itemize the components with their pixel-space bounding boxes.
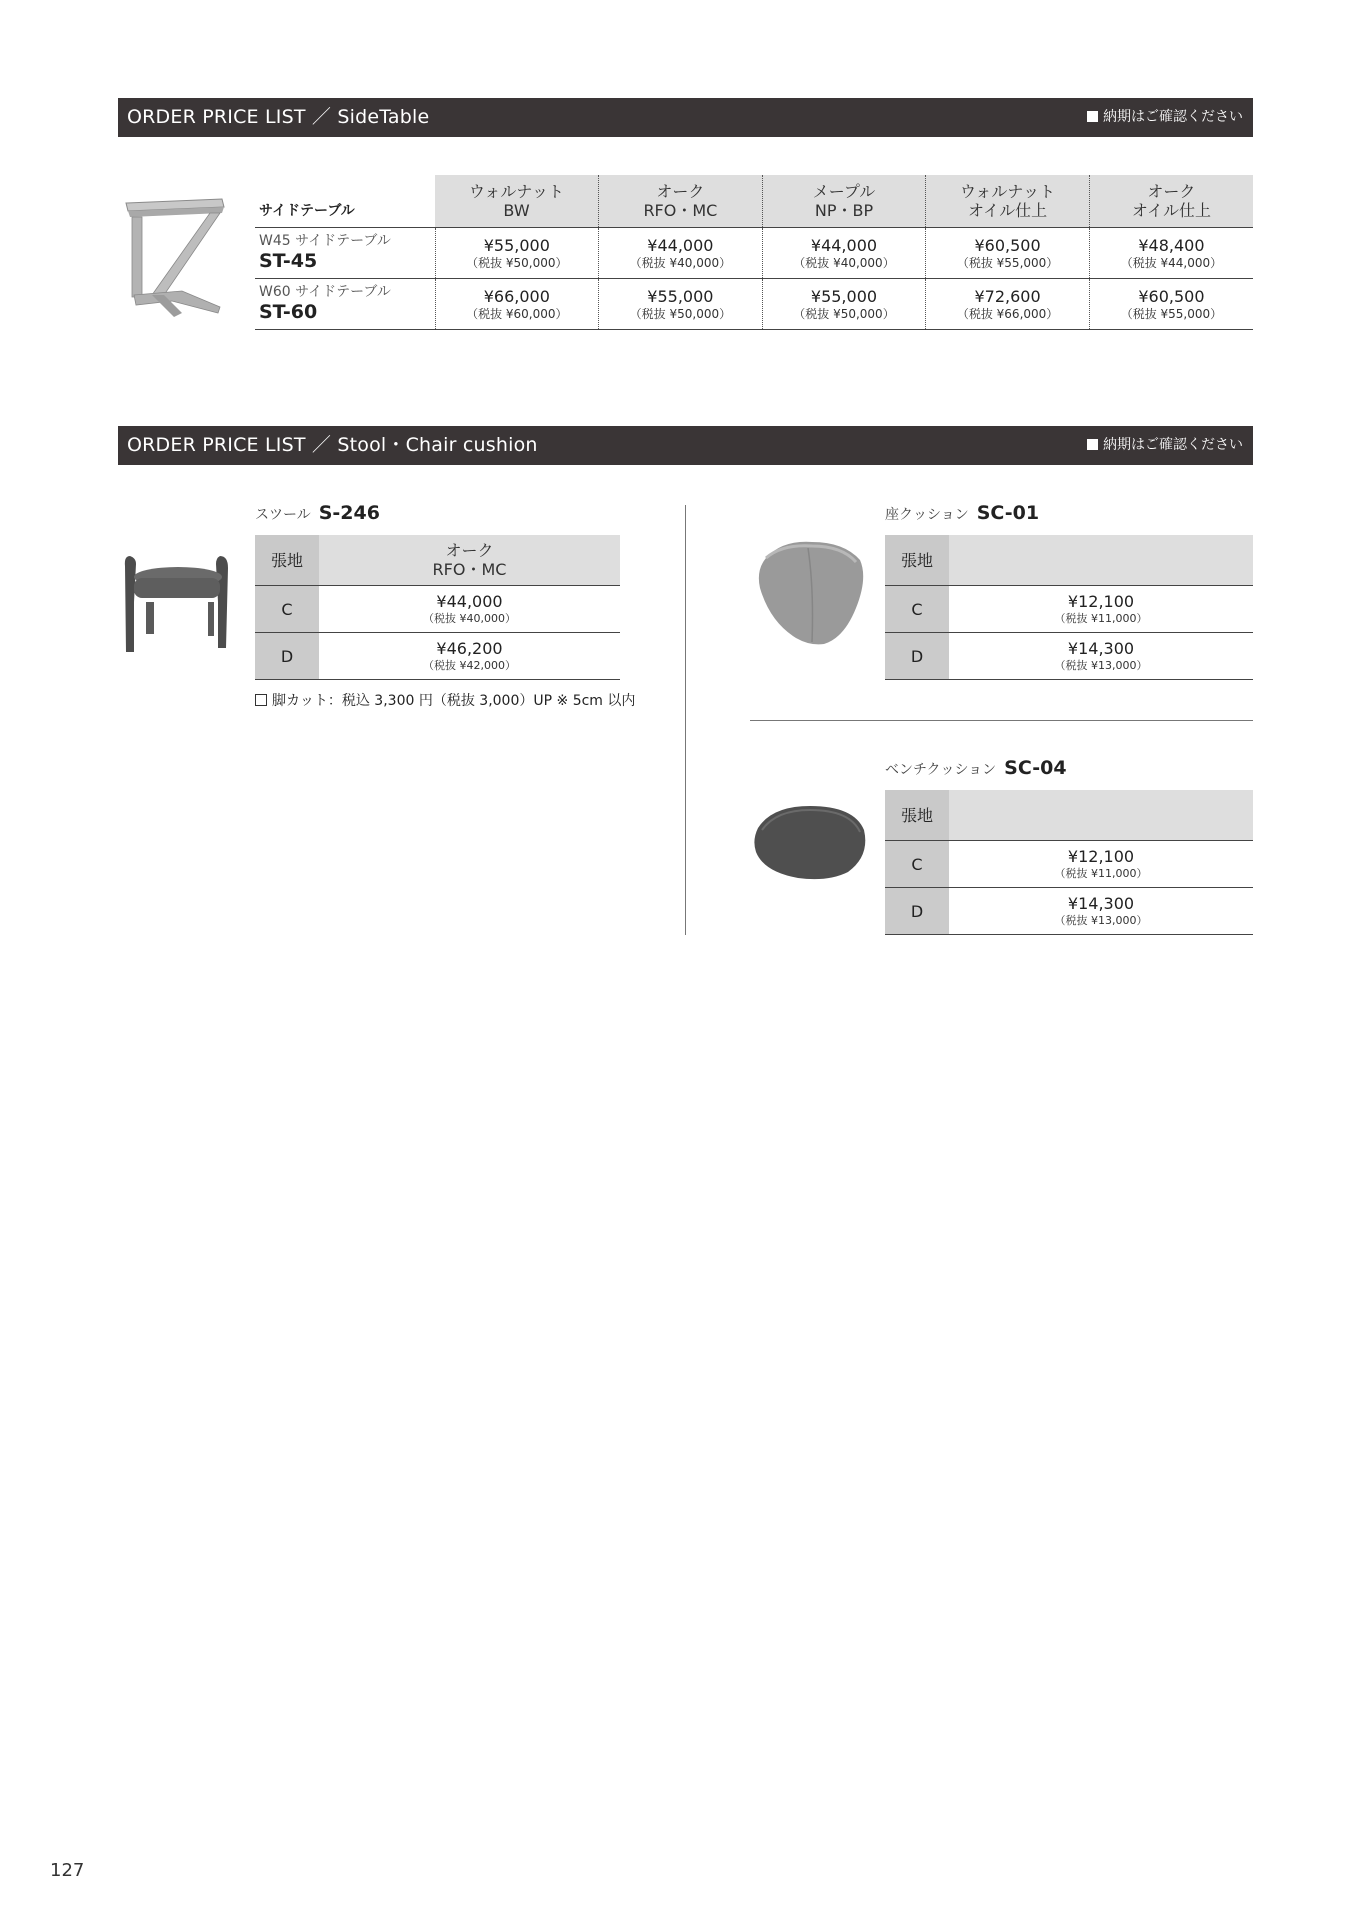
price-cell: ¥46,200 （税抜 ¥42,000） bbox=[423, 638, 516, 672]
price-cell: ¥44,000 （税抜 ¥40,000） bbox=[762, 228, 926, 279]
price-cell: ¥44,000 （税抜 ¥40,000） bbox=[423, 591, 516, 625]
checkbox-square-icon bbox=[255, 694, 267, 706]
price-cell: ¥60,500 （税抜 ¥55,000） bbox=[1089, 279, 1253, 330]
footnote-text: 脚カット：税込 3,300 円（税抜 3,000）UP ※ 5cm 以内 bbox=[272, 693, 636, 709]
sidetable-price-table bbox=[255, 175, 1253, 330]
table-row bbox=[885, 633, 1253, 680]
table-row bbox=[255, 228, 1253, 279]
table-row bbox=[255, 279, 1253, 330]
empty-header bbox=[949, 535, 1253, 586]
price-cell: ¥72,600 （税抜 ¥66,000） bbox=[926, 279, 1090, 330]
stool-section-header bbox=[118, 426, 1253, 465]
column-header: オーク RFO・MC bbox=[319, 535, 620, 586]
fabric-label: 張地 bbox=[885, 535, 949, 586]
price-cell: ¥55,000 （税抜 ¥50,000） bbox=[762, 279, 926, 330]
product-name-cell bbox=[255, 228, 435, 279]
grade-cell: D bbox=[885, 888, 949, 935]
section-divider bbox=[750, 720, 1253, 721]
grade-cell: D bbox=[885, 633, 949, 680]
stool-price-table bbox=[255, 535, 620, 680]
side-table-image bbox=[122, 195, 226, 321]
product-model: ST-60 bbox=[259, 301, 318, 323]
price-cell: ¥12,100 （税抜 ¥11,000） bbox=[1054, 846, 1148, 880]
product-model: ST-45 bbox=[259, 250, 318, 272]
bench-cushion-price-table bbox=[885, 790, 1253, 935]
table-header-row bbox=[885, 790, 1253, 841]
column-header: オーク オイル仕上 bbox=[1089, 175, 1253, 228]
product-category: 座クッション bbox=[885, 507, 969, 523]
product-subtitle: W60 サイドテーブル bbox=[259, 284, 391, 300]
section-title: ORDER PRICE LIST ／ Stool・Chair cushion bbox=[127, 434, 538, 456]
table-header-row bbox=[255, 175, 1253, 228]
table-row bbox=[885, 841, 1253, 888]
seat-cushion-image bbox=[752, 538, 870, 648]
product-model: SC-01 bbox=[976, 502, 1040, 524]
column-divider bbox=[685, 505, 686, 935]
table-row bbox=[885, 888, 1253, 935]
column-header: ウォルナット オイル仕上 bbox=[926, 175, 1090, 228]
price-cell: ¥66,000 （税抜 ¥60,000） bbox=[435, 279, 599, 330]
table-header-row bbox=[885, 535, 1253, 586]
sidetable-section-header bbox=[118, 98, 1253, 137]
delivery-note-text: 納期はご確認ください bbox=[1103, 437, 1243, 453]
seat-cushion-label bbox=[885, 502, 1039, 524]
price-cell: ¥44,000 （税抜 ¥40,000） bbox=[599, 228, 763, 279]
fabric-label: 張地 bbox=[255, 535, 319, 586]
seat-cushion-price-table bbox=[885, 535, 1253, 680]
table-row bbox=[885, 586, 1253, 633]
table-row bbox=[255, 633, 620, 680]
price-cell: ¥48,400 （税抜 ¥44,000） bbox=[1089, 228, 1253, 279]
price-cell: ¥55,000 （税抜 ¥50,000） bbox=[599, 279, 763, 330]
delivery-note bbox=[1087, 426, 1243, 465]
delivery-note-text: 納期はご確認ください bbox=[1103, 109, 1243, 125]
column-header: ウォルナット BW bbox=[435, 175, 599, 228]
product-category: ベンチクッション bbox=[885, 762, 997, 778]
price-cell: ¥14,300 （税抜 ¥13,000） bbox=[1054, 893, 1148, 927]
price-cell: ¥55,000 （税抜 ¥50,000） bbox=[435, 228, 599, 279]
product-name-cell bbox=[255, 279, 435, 330]
empty-header bbox=[949, 790, 1253, 841]
leg-cut-footnote bbox=[255, 690, 635, 710]
product-subtitle: W45 サイドテーブル bbox=[259, 233, 391, 249]
grade-cell: C bbox=[885, 586, 949, 633]
grade-cell: D bbox=[255, 633, 319, 680]
stool-image bbox=[122, 552, 232, 656]
corner-label: サイドテーブル bbox=[259, 203, 355, 219]
stool-label bbox=[255, 502, 380, 524]
delivery-note bbox=[1087, 98, 1243, 137]
page-number: 127 bbox=[50, 1860, 85, 1881]
bench-cushion-image bbox=[750, 800, 870, 884]
price-cell: ¥14,300 （税抜 ¥13,000） bbox=[1054, 638, 1148, 672]
product-category: スツール bbox=[255, 507, 311, 523]
square-bullet-icon bbox=[1087, 111, 1098, 122]
product-model: S-246 bbox=[318, 502, 380, 524]
table-row bbox=[255, 586, 620, 633]
square-bullet-icon bbox=[1087, 439, 1098, 450]
column-header: メープル NP・BP bbox=[762, 175, 926, 228]
price-cell: ¥12,100 （税抜 ¥11,000） bbox=[1054, 591, 1148, 625]
bench-cushion-label bbox=[885, 757, 1067, 779]
product-model: SC-04 bbox=[1004, 757, 1067, 779]
fabric-label: 張地 bbox=[885, 790, 949, 841]
section-title: ORDER PRICE LIST ／ SideTable bbox=[127, 106, 430, 128]
table-header-row bbox=[255, 535, 620, 586]
grade-cell: C bbox=[885, 841, 949, 888]
grade-cell: C bbox=[255, 586, 319, 633]
price-cell: ¥60,500 （税抜 ¥55,000） bbox=[926, 228, 1090, 279]
column-header: オーク RFO・MC bbox=[599, 175, 763, 228]
